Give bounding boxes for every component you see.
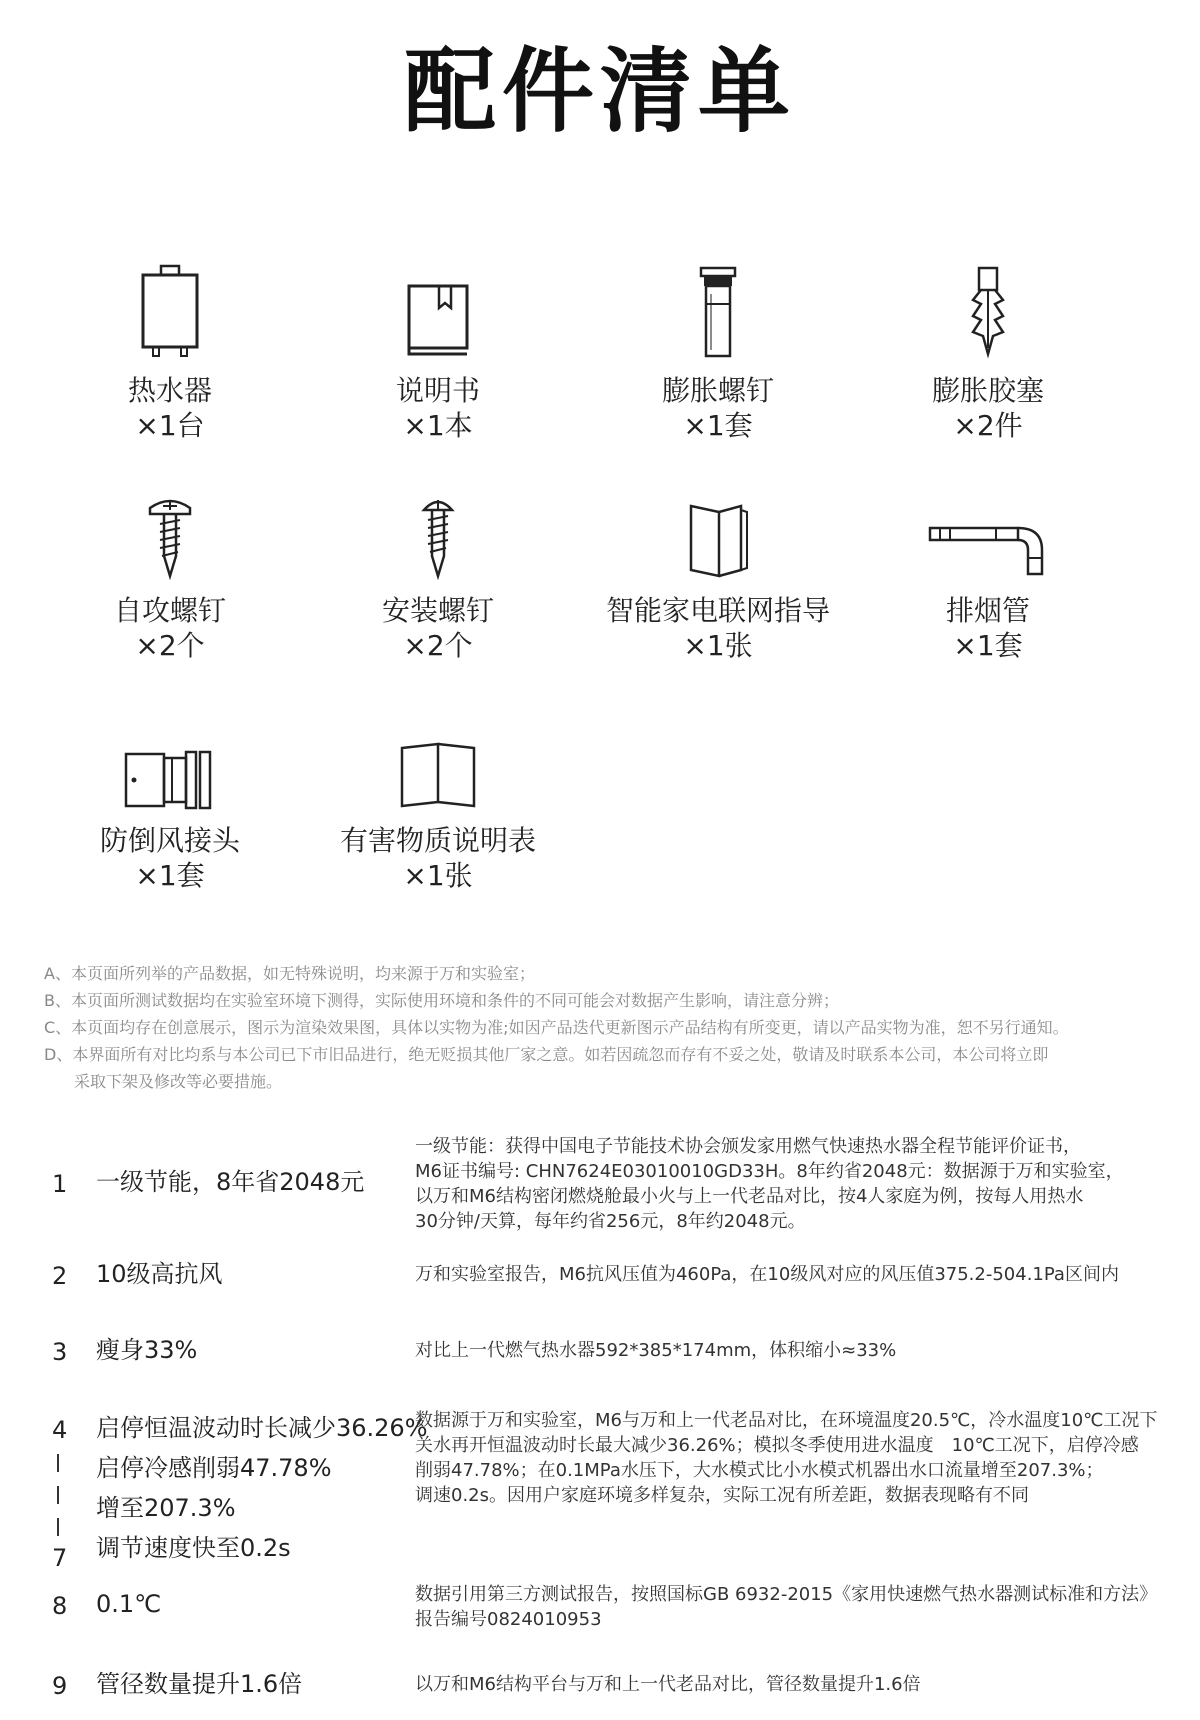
exhaust-pipe-icon xyxy=(848,460,1128,580)
accessory-qty: ×1套 xyxy=(683,409,753,442)
accessory-item xyxy=(30,460,310,664)
manual-book-icon xyxy=(298,240,578,360)
accessory-item xyxy=(578,240,858,444)
accessory-name: 热水器 xyxy=(127,374,212,407)
mounting-screw-icon xyxy=(298,460,578,580)
feature-description xyxy=(415,1408,1195,1508)
accessory-item xyxy=(298,690,578,894)
row-number: 9 xyxy=(52,1672,68,1700)
feature-title: 管径数量提升1.6倍 xyxy=(96,1670,303,1698)
accessory-qty: ×2件 xyxy=(953,409,1023,442)
feature-description xyxy=(415,1582,1195,1632)
accessory-item xyxy=(848,240,1128,444)
description-line: 以万和M6结构平台与万和上一代老品对比，管径数量提升1.6倍 xyxy=(415,1674,921,1695)
feature-description xyxy=(415,1262,1195,1287)
accessory-item xyxy=(30,690,310,894)
feature-title-line: 调节速度快至0.2s xyxy=(96,1534,291,1562)
range-divider xyxy=(57,1486,59,1504)
accessory-item xyxy=(298,460,578,664)
description-line: 万和实验室报告，M6抗风压值为460Pa，在10级风对应的风压值375.2-504.1Pa区间内 xyxy=(415,1264,1119,1285)
accessory-qty: ×1本 xyxy=(403,409,473,442)
description-line: 一级节能：获得中国电子节能技术协会颁发家用燃气快速热水器全程节能评价证书， xyxy=(415,1136,1081,1157)
anti-backdraft-connector-icon xyxy=(30,690,310,810)
accessory-qty: ×1台 xyxy=(135,409,205,442)
tapping-screw-icon xyxy=(30,460,310,580)
accessory-name: 安装螺钉 xyxy=(381,594,494,627)
note-line: B、本页面所测试数据均在实验室环境下测得，实际使用环境和条件的不同可能会对数据产生影响，请注意分辨； xyxy=(44,991,839,1010)
row-number: 3 xyxy=(52,1338,68,1366)
description-line: 削弱47.78%；在0.1MPa水压下，大水模式比小水模式机器出水口流量增至207.3%； xyxy=(415,1460,1104,1481)
row-number: 2 xyxy=(52,1262,68,1290)
water-heater-icon xyxy=(30,240,310,360)
accessory-qty: ×1张 xyxy=(403,859,473,892)
feature-title: 10级高抗风 xyxy=(96,1260,223,1288)
accessory-name: 防倒风接头 xyxy=(99,824,240,857)
wall-plug-icon xyxy=(848,240,1128,360)
accessory-name: 膨胀螺钉 xyxy=(661,374,774,407)
range-divider xyxy=(57,1518,59,1536)
guide-leaflet-icon xyxy=(578,460,858,580)
row-number: 1 xyxy=(52,1170,68,1198)
description-line: 数据引用第三方测试报告，按照国标GB 6932-2015《家用快速燃气热水器测试标准和方法》 xyxy=(415,1584,1158,1605)
feature-title-line: 启停冷感削弱47.78% xyxy=(96,1454,332,1482)
feature-title-line: 增至207.3% xyxy=(96,1494,236,1522)
note-line: D、本界面所有对比均系与本公司已下市旧品进行，绝无贬损其他厂家之意。如若因疏忽而存有不妥之处，敬请及时联系本公司，本公司将立即 xyxy=(44,1045,1049,1064)
description-line: 30分钟/天算，每年约省256元，8年约2048元。 xyxy=(415,1211,806,1232)
note-line: 采取下架及修改等必要措施。 xyxy=(74,1072,283,1091)
accessory-name: 自攻螺钉 xyxy=(113,594,226,627)
accessory-qty: ×1张 xyxy=(683,629,753,662)
row-number: 7 xyxy=(52,1544,68,1572)
accessory-item xyxy=(578,460,858,664)
description-line: 以万和M6结构密闭燃烧舱最小火与上一代老品对比，按4人家庭为例，按每人用热水 xyxy=(415,1186,1084,1207)
page-title: 配件清单 xyxy=(403,38,796,145)
feature-description xyxy=(415,1134,1195,1234)
accessory-name: 排烟管 xyxy=(945,594,1030,627)
description-line: 调速0.2s。因用户家庭环境多样复杂，实际工况有所差距，数据表现略有不同 xyxy=(415,1485,1030,1506)
accessory-qty: ×2个 xyxy=(403,629,473,662)
note-line: C、本页面均存在创意展示，图示为渲染效果图，具体以实物为准;如因产品迭代更新图示产品结构有所变更，请以产品实物为准，恕不另行通知。 xyxy=(44,1018,1069,1037)
feature-title: 一级节能，8年省2048元 xyxy=(96,1168,365,1196)
accessory-item xyxy=(298,240,578,444)
feature-description xyxy=(415,1338,1195,1363)
accessory-item xyxy=(848,460,1128,664)
accessory-name: 智能家电联网指导 xyxy=(605,594,830,627)
row-number: 8 xyxy=(52,1592,68,1620)
accessory-qty: ×1套 xyxy=(135,859,205,892)
feature-title: 0.1℃ xyxy=(96,1590,162,1618)
folded-sheet-icon xyxy=(298,690,578,810)
expansion-bolt-icon xyxy=(578,240,858,360)
description-line: 报告编号0824010953 xyxy=(415,1609,602,1630)
description-line: 对比上一代燃气热水器592*385*174mm，体积缩小≈33% xyxy=(415,1340,897,1361)
description-line: 关水再开恒温波动时长最大减少36.26%；模拟冬季使用进水温度 10℃工况下，启停冷感 xyxy=(415,1435,1139,1456)
accessory-name: 有害物质说明表 xyxy=(339,824,536,857)
description-line: 数据源于万和实验室，M6与万和上一代老品对比，在环境温度20.5℃，冷水温度10℃工况下 xyxy=(415,1410,1158,1431)
note-line: A、本页面所列举的产品数据，如无特殊说明，均来源于万和实验室； xyxy=(44,964,535,983)
disclaimer-notes xyxy=(44,960,1174,1095)
accessory-name: 说明书 xyxy=(395,374,480,407)
accessory-item xyxy=(30,240,310,444)
range-divider xyxy=(57,1454,59,1472)
accessory-name: 膨胀胶塞 xyxy=(931,374,1044,407)
accessory-qty: ×2个 xyxy=(135,629,205,662)
row-number: 4 xyxy=(52,1416,68,1444)
accessory-qty: ×1套 xyxy=(953,629,1023,662)
feature-description xyxy=(415,1672,1195,1697)
feature-title-line: 启停恒温波动时长减少36.26% xyxy=(96,1414,428,1442)
feature-title: 瘦身33% xyxy=(96,1336,198,1364)
feature-title xyxy=(96,1408,428,1568)
description-line: M6证书编号: CHN7624E03010010GD33H。8年约省2048元：数据源于万和实验室， xyxy=(415,1161,1124,1182)
